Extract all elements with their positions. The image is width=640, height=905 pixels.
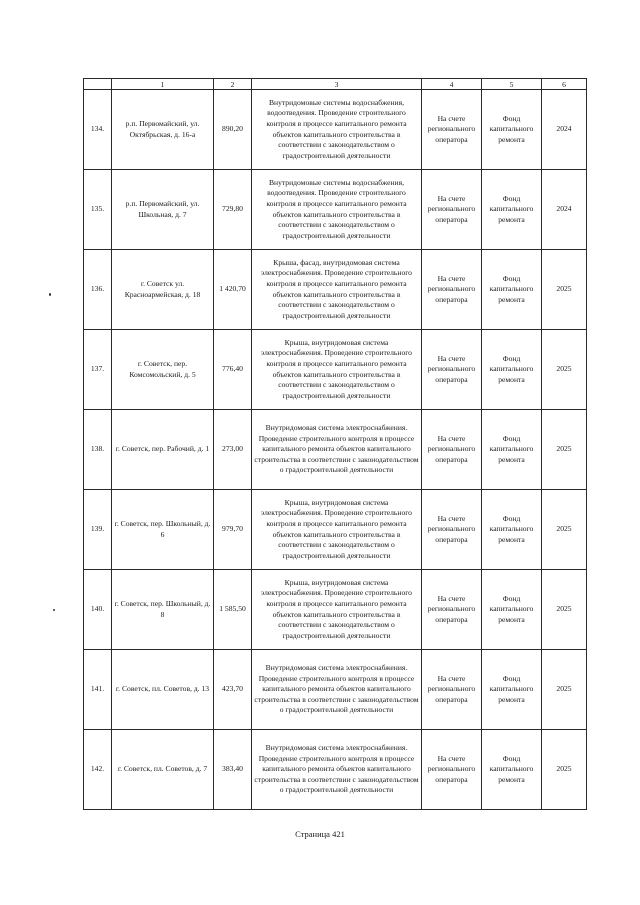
funding-source-cell: Фонд капитального ремонта: [482, 250, 542, 330]
account-cell: На счете регионального оператора: [422, 730, 482, 810]
funding-source-cell: Фонд капитального ремонта: [482, 170, 542, 250]
work-description-cell: Внутридомовые системы водоснабжения, водоотведения. Проведение строительного контроля в процессе капитального ремонта объектов капитального строительства в соответствии с законодательством о градостроительной деятельности: [252, 170, 422, 250]
row-number: 136.: [84, 250, 112, 330]
account-cell: На счете регионального оператора: [422, 330, 482, 410]
address-cell: г. Советск ул. Красноармейская, д. 18: [112, 250, 214, 330]
address-cell: г. Советск, пл. Советов, д. 13: [112, 650, 214, 730]
year-cell: 2024: [542, 90, 587, 170]
year-cell: 2025: [542, 490, 587, 570]
column-number-6: 6: [542, 79, 587, 90]
account-cell: На счете регионального оператора: [422, 650, 482, 730]
work-description-cell: Крыша, внутридомовая система электроснабжения. Проведение строительного контроля в процессе капитального ремонта объектов капитального строительства в соответствии с законодательством о градостроительной деятельности: [252, 490, 422, 570]
year-cell: 2025: [542, 730, 587, 810]
area-cell: 1 420,70: [214, 250, 252, 330]
account-cell: На счете регионального оператора: [422, 170, 482, 250]
row-number: 135.: [84, 170, 112, 250]
table-row: [84, 90, 587, 170]
table-row: [84, 490, 587, 570]
address-cell: г. Советск, пер. Школьный, д. 6: [112, 490, 214, 570]
address-cell: р.п. Первомайский, ул. Школьная, д. 7: [112, 170, 214, 250]
table-row: [84, 730, 587, 810]
account-cell: На счете регионального оператора: [422, 90, 482, 170]
address-cell: г. Советск, пер. Рабочий, д. 1: [112, 410, 214, 490]
funding-source-cell: Фонд капитального ремонта: [482, 570, 542, 650]
funding-source-cell: Фонд капитального ремонта: [482, 650, 542, 730]
table-body: [84, 79, 587, 810]
area-cell: 729,80: [214, 170, 252, 250]
funding-source-cell: Фонд капитального ремонта: [482, 90, 542, 170]
table-row: [84, 650, 587, 730]
work-description-cell: Внутридомовые системы водоснабжения, водоотведения. Проведение строительного контроля в процессе капитального ремонта объектов капитального строительства в соответствии с законодательством о градостроительной деятельности: [252, 90, 422, 170]
column-number-blank: [84, 79, 112, 90]
year-cell: 2025: [542, 650, 587, 730]
scan-speck: [49, 293, 51, 296]
repair-program-table: [83, 78, 587, 810]
area-cell: 383,40: [214, 730, 252, 810]
row-number: 134.: [84, 90, 112, 170]
year-cell: 2025: [542, 410, 587, 490]
column-number-1: 1: [112, 79, 214, 90]
address-cell: р.п. Первомайский, ул. Октябрьская, д. 16-а: [112, 90, 214, 170]
year-cell: 2025: [542, 330, 587, 410]
column-number-5: 5: [482, 79, 542, 90]
account-cell: На счете регионального оператора: [422, 250, 482, 330]
work-description-cell: Крыша, внутридомовая система электроснабжения. Проведение строительного контроля в процессе капитального ремонта объектов капитального строительства в соответствии с законодательством о градостроительной деятельности: [252, 570, 422, 650]
table-row: [84, 250, 587, 330]
funding-source-cell: Фонд капитального ремонта: [482, 490, 542, 570]
funding-source-cell: Фонд капитального ремонта: [482, 330, 542, 410]
work-description-cell: Внутридомовая система электроснабжения. Проведение строительного контроля в процессе капитального ремонта объектов капитального строительства в соответствии с законодательством о градостроительной деятельности: [252, 730, 422, 810]
funding-source-cell: Фонд капитального ремонта: [482, 410, 542, 490]
table-row: [84, 570, 587, 650]
work-description-cell: Внутридомовая система электроснабжения. Проведение строительного контроля в процессе капитального ремонта объектов капитального строительства в соответствии с законодательством о градостроительной деятельности: [252, 410, 422, 490]
area-cell: 979,70: [214, 490, 252, 570]
address-cell: г. Советск, пер. Школьный, д. 8: [112, 570, 214, 650]
account-cell: На счете регионального оператора: [422, 410, 482, 490]
page-number: Страница 421: [295, 829, 345, 839]
account-cell: На счете регионального оператора: [422, 570, 482, 650]
area-cell: 1 585,50: [214, 570, 252, 650]
area-cell: 776,40: [214, 330, 252, 410]
column-number-4: 4: [422, 79, 482, 90]
column-number-3: 3: [252, 79, 422, 90]
row-number: 140.: [84, 570, 112, 650]
area-cell: 273,00: [214, 410, 252, 490]
area-cell: 890,20: [214, 90, 252, 170]
work-description-cell: Внутридомовая система электроснабжения. Проведение строительного контроля в процессе капитального ремонта объектов капитального строительства в соответствии с законодательством о градостроительной деятельности: [252, 650, 422, 730]
year-cell: 2025: [542, 570, 587, 650]
work-description-cell: Крыша, фасад, внутридомовая система электроснабжения. Проведение строительного контроля в процессе капитального ремонта объектов капитального строительства в соответствии с законодательством о градостроительной деятельности: [252, 250, 422, 330]
column-number-row: [84, 79, 587, 90]
address-cell: г. Советск, пер. Комсомольский, д. 5: [112, 330, 214, 410]
work-description-cell: Крыша, внутридомовая система электроснабжения. Проведение строительного контроля в процессе капитального ремонта объектов капитального строительства в соответствии с законодательством о градостроительной деятельности: [252, 330, 422, 410]
table-row: [84, 410, 587, 490]
row-number: 142.: [84, 730, 112, 810]
table-row: [84, 330, 587, 410]
row-number: 141.: [84, 650, 112, 730]
funding-source-cell: Фонд капитального ремонта: [482, 730, 542, 810]
scan-speck: [53, 609, 55, 611]
table-row: [84, 170, 587, 250]
address-cell: г. Советск, пл. Советов, д. 7: [112, 730, 214, 810]
area-cell: 423,70: [214, 650, 252, 730]
row-number: 139.: [84, 490, 112, 570]
row-number: 137.: [84, 330, 112, 410]
year-cell: 2024: [542, 170, 587, 250]
row-number: 138.: [84, 410, 112, 490]
column-number-2: 2: [214, 79, 252, 90]
year-cell: 2025: [542, 250, 587, 330]
account-cell: На счете регионального оператора: [422, 490, 482, 570]
